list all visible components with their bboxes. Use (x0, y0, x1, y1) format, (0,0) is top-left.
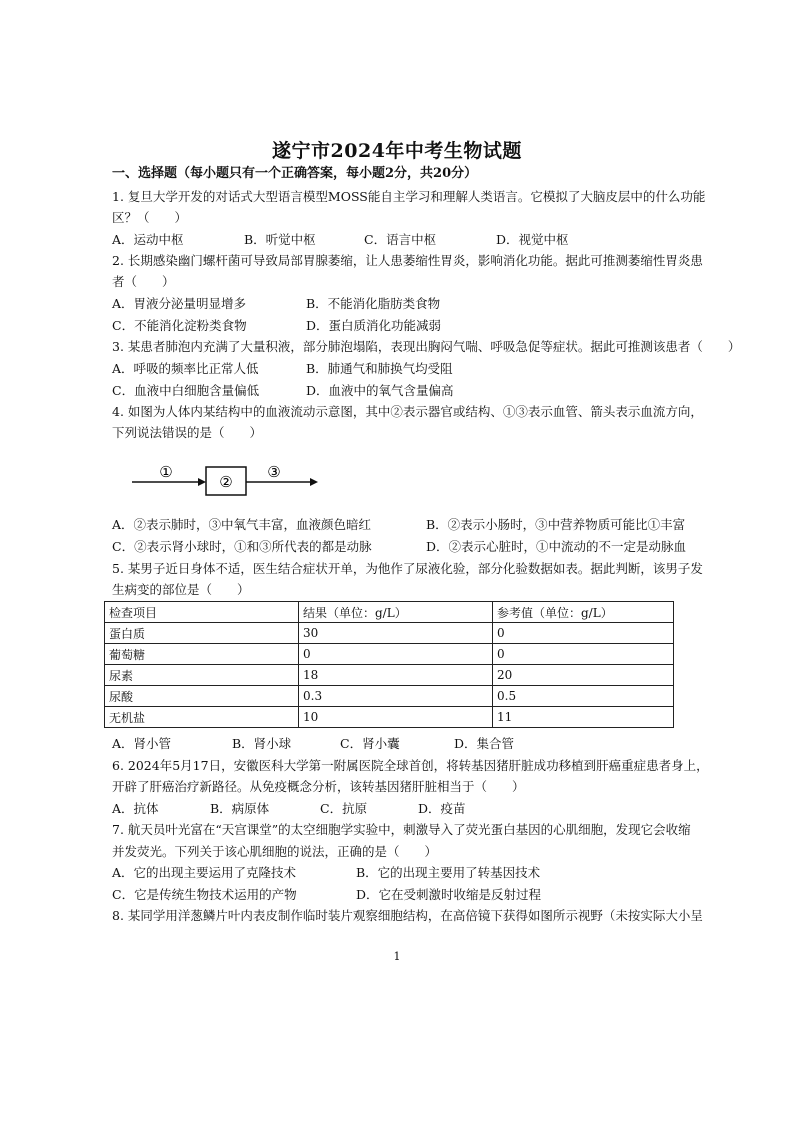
table-cell: 0 (493, 623, 674, 644)
q3-option-b: B．肺通气和肺换气均受阻 (306, 361, 453, 376)
page-number: 1 (393, 950, 401, 963)
q1-option-d: D．视觉中枢 (496, 232, 569, 247)
table-cell: 20 (493, 665, 674, 686)
q1-option-b: B．听觉中枢 (244, 232, 316, 247)
table-cell: 18 (299, 665, 493, 686)
vessel-1-arrowhead (198, 478, 206, 486)
q3-text-line1: 3. 某患者肺泡内充满了大量积液，部分肺泡塌陷，表现出胸闷气喘、呼吸急促等症状。据此可推测该患者（ ） (112, 339, 741, 354)
q2-option-b: B．不能消化脂肪类食物 (306, 296, 441, 311)
table-row (105, 623, 674, 644)
q7-text-line2: 并发荧光。下列关于该心肌细胞的说法，正确的是（ ） (112, 844, 438, 859)
q7-option-c: C．它是传统生物技术运用的产物 (112, 887, 297, 902)
page-title: 遂宁市2024年中考生物试题 (272, 140, 522, 162)
q7-option-d: D．它在受刺激时收缩是反射过程 (356, 887, 542, 902)
q5-option-b: B．肾小球 (232, 736, 292, 751)
q3-option-a: A．呼吸的频率比正常人低 (112, 361, 259, 376)
q4-text-line1: 4. 如图为人体内某结构中的血液流动示意图，其中②表示器官或结构、①③表示血管、箭头表示血流方向， (112, 404, 703, 419)
table-row (105, 707, 674, 728)
table-row (105, 686, 674, 707)
q1-text-line2: 区？（ ） (112, 210, 188, 225)
q2-text-line2: 者（ ） (112, 274, 175, 289)
table-cell: 0.3 (299, 686, 493, 707)
q7-option-b: B．它的出现主要用了转基因技术 (356, 865, 541, 880)
q4-option-d: D．②表示心脏时，①中流动的不一定是动脉血 (426, 539, 687, 554)
q1-option-a: A．运动中枢 (112, 232, 184, 247)
q2-option-d: D．蛋白质消化功能减弱 (306, 318, 442, 333)
table-header-cell: 参考值（单位：g/L） (493, 602, 674, 623)
table-header-cell: 结果（单位：g/L） (299, 602, 493, 623)
table-cell: 0 (299, 644, 493, 665)
q6-option-b: B．病原体 (210, 801, 270, 816)
label-vessel-1: ① (159, 463, 173, 481)
table-cell: 无机盐 (105, 707, 299, 728)
q8-text-line1: 8. 某同学用洋葱鳞片叶内表皮制作临时装片观察细胞结构，在高倍镜下获得如图所示视野（未按实际大小呈 (112, 908, 703, 923)
vessel-3-arrowhead (310, 478, 318, 486)
table-header-cell: 检查项目 (105, 602, 299, 623)
q2-text-line1: 2. 长期感染幽门螺杆菌可导致局部胃腺萎缩，让人患萎缩性胃炎，影响消化功能。据此可推测萎缩性胃炎患 (112, 253, 703, 268)
q3-option-d: D．血液中的氧气含量偏高 (306, 383, 454, 398)
q4-option-b: B．②表示小肠时，③中营养物质可能比①丰富 (426, 517, 686, 532)
q4-text-line2: 下列说法错误的是（ ） (112, 425, 263, 440)
q6-text-line1: 6. 2024年5月17日，安徽医科大学第一附属医院全球首创，将转基因猪肝脏成功移植到肝癌重症患者身上， (112, 758, 709, 773)
q6-option-c: C．抗原 (320, 801, 368, 816)
label-organ: ② (219, 473, 233, 491)
q5-option-a: A．肾小管 (112, 736, 172, 751)
table-cell: 11 (493, 707, 674, 728)
urine-test-table (104, 601, 674, 728)
table-cell: 10 (299, 707, 493, 728)
section-heading: 一、选择题（每小题只有一个正确答案，每小题2分，共20分） (112, 166, 478, 181)
label-vessel-3: ③ (267, 463, 281, 481)
q6-option-a: A．抗体 (112, 801, 159, 816)
q5-option-d: D．集合管 (454, 736, 515, 751)
table-cell: 葡萄糖 (105, 644, 299, 665)
table-header-row (105, 602, 674, 623)
q1-text-line1: 1. 复旦大学开发的对话式大型语言模型MOSS能自主学习和理解人类语言。它模拟了大脑皮层中的什么功能 (112, 189, 706, 204)
q6-option-d: D．疫苗 (418, 801, 466, 816)
table-cell: 尿素 (105, 665, 299, 686)
q1-option-c: C．语言中枢 (364, 232, 437, 247)
q6-text-line2: 开辟了肝癌治疗新路径。从免疫概念分析，该转基因猪肝脏相当于（ ） (112, 779, 525, 794)
q2-option-a: A．胃液分泌量明显增多 (112, 296, 247, 311)
q5-text-line1: 5. 某男子近日身体不适，医生结合症状开单，为他作了尿液化验，部分化验数据如表。据此判断，该男子发 (112, 561, 703, 576)
q4-option-a: A．②表示肺时，③中氧气丰富，血液颜色暗红 (112, 517, 372, 532)
q3-option-c: C．血液中白细胞含量偏低 (112, 383, 260, 398)
blood-flow-diagram (130, 458, 320, 498)
table-row (105, 644, 674, 665)
table-cell: 30 (299, 623, 493, 644)
table-cell: 蛋白质 (105, 623, 299, 644)
q2-option-c: C．不能消化淀粉类食物 (112, 318, 247, 333)
table-cell: 0 (493, 644, 674, 665)
table-cell: 0.5 (493, 686, 674, 707)
table-row (105, 665, 674, 686)
q5-option-c: C．肾小囊 (340, 736, 400, 751)
q7-text-line1: 7. 航天员叶光富在“天宫课堂”的太空细胞学实验中，刺激导入了荧光蛋白基因的心肌细胞，发现它会收缩 (112, 822, 691, 837)
q4-option-c: C．②表示肾小球时，①和③所代表的都是动脉 (112, 539, 372, 554)
q7-option-a: A．它的出现主要运用了克隆技术 (112, 865, 297, 880)
q5-text-line2: 生病变的部位是（ ） (112, 582, 250, 597)
table-cell: 尿酸 (105, 686, 299, 707)
